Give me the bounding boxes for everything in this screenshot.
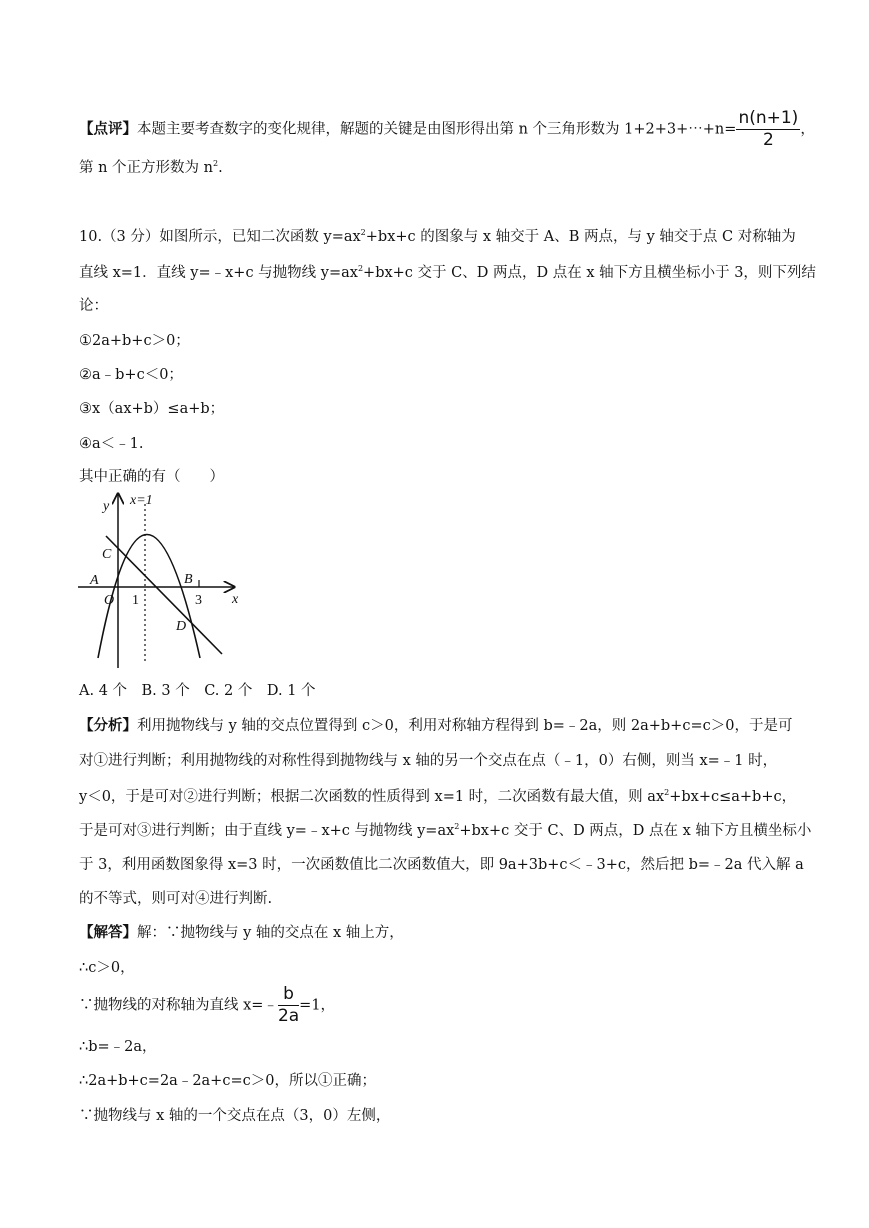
solution-line-2: ∴c＞0， — [79, 960, 135, 976]
tick-3-label: 3 — [195, 593, 202, 608]
solution-line-5: ∴2a+b+c=2a﹣2a+c=c＞0，所以①正确； — [79, 1073, 376, 1089]
analysis-line-1-text: 利用抛物线与 y 轴的交点位置得到 c＞0，利用对称轴方程得到 b=﹣2a，则 2a+b+c=c＞0，于是可 — [137, 718, 793, 734]
point-D-label: D — [176, 619, 187, 634]
statement-4: ④a＜﹣1. — [79, 436, 144, 452]
question-line-1-b: +bx+c 的图象与 x 轴交于 A、B 两点，与 y 轴交于点 C 对称轴为 — [365, 229, 796, 245]
review-fraction-numerator: n(n+1) — [738, 108, 799, 128]
analysis-tag: 【分析】 — [79, 717, 137, 734]
solution-tag: 【解答】 — [79, 924, 137, 941]
solution-line-1-text: 解：∵抛物线与 y 轴的交点在 x 轴上方， — [137, 925, 404, 941]
analysis-line-4-b: +bx+c 交于 C、D 两点，D 点在 x 轴下方且横坐标小 — [459, 823, 812, 839]
review-text: 本题主要考查数字的变化规律，解题的关键是由图形得出第 n 个三角形数为 1+2+3+⋯+n= — [137, 121, 737, 138]
y-axis-label: y — [103, 499, 110, 514]
question-line-3: 论： — [79, 298, 108, 314]
analysis-line-4 — [79, 823, 811, 839]
x-axis-label: x — [232, 592, 239, 607]
solution-line-3 — [79, 986, 335, 1025]
statement-1: ①2a+b+c＞0； — [79, 333, 190, 349]
review-line-2-end: . — [218, 160, 223, 176]
question-line-2-a: 直线 x=1．直线 y=﹣x+c 与抛物线 y=ax — [79, 265, 358, 281]
review-fraction — [736, 110, 800, 149]
solution-fraction-denominator: 2a — [277, 1006, 300, 1026]
solution-line-6: ∵抛物线与 x 轴的一个交点在点（3，0）左侧， — [79, 1108, 391, 1124]
point-A-label: A — [90, 573, 99, 588]
symmetry-axis-label: x=1 — [130, 493, 153, 508]
question-line-2 — [79, 265, 816, 281]
line-graph — [106, 536, 222, 654]
analysis-line-3-b: +bx+c≤a+b+c， — [669, 789, 797, 805]
statement-3: ③x（ax+b）≤a+b； — [79, 401, 225, 417]
solution-line-1 — [79, 926, 404, 941]
solution-fraction-numerator: b — [278, 986, 299, 1006]
question-line-2-sup: 2 — [357, 264, 364, 273]
question-line-1-sup: 2 — [360, 228, 366, 237]
review-line-2-sup: 2 — [213, 159, 219, 168]
solution-fraction — [278, 986, 299, 1025]
parabola-figure — [76, 490, 246, 670]
point-C-label: C — [102, 547, 112, 562]
question-prompt: 其中正确的有（ ） — [79, 469, 224, 485]
question-line-1-a: 10.（3 分）如图所示，已知二次函数 y=ax — [79, 229, 361, 245]
origin-label: O — [104, 593, 115, 608]
analysis-line-1 — [79, 719, 792, 734]
solution-line-3-post: =1， — [299, 997, 336, 1014]
analysis-line-4-sup: 2 — [454, 822, 460, 831]
analysis-line-6: 的不等式，则可对④进行判断. — [79, 891, 273, 907]
review-tail: ， — [800, 121, 815, 138]
statement-2: ②a﹣b+c＜0； — [79, 367, 183, 383]
answer-choices: A. 4 个 B. 3 个 C. 2 个 D. 1 个 — [79, 683, 316, 699]
solution-line-4: ∴b=﹣2a， — [79, 1039, 157, 1055]
review-line-2-text: 第 n 个正方形数为 n — [79, 160, 214, 176]
tick-1-label: 1 — [132, 593, 139, 608]
question-line-1 — [79, 229, 796, 245]
analysis-line-2: 对①进行判断；利用抛物线的对称性得到抛物线与 x 轴的另一个交点在点（﹣1，0）右侧，则当 x=﹣1 时， — [79, 753, 778, 769]
point-B-label: B — [184, 572, 193, 587]
analysis-line-4-a: 于是可对③进行判断；由于直线 y=﹣x+c 与抛物线 y=ax — [79, 823, 455, 839]
review-fraction-denominator: 2 — [762, 130, 774, 150]
review-line-1 — [79, 110, 815, 149]
analysis-line-3-sup: 2 — [664, 788, 670, 797]
question-line-2-b: +bx+c 交于 C、D 两点，D 点在 x 轴下方且横坐标小于 3，则下列结 — [363, 265, 816, 281]
review-tag: 【点评】 — [79, 120, 137, 138]
solution-line-3-pre: ∵抛物线的对称轴为直线 x=﹣ — [79, 997, 278, 1014]
review-line-2 — [79, 160, 223, 176]
analysis-line-3 — [79, 789, 796, 805]
analysis-line-3-a: y＜0，于是可对②进行判断；根据二次函数的性质得到 x=1 时，二次函数有最大值，则 ax — [79, 789, 665, 805]
analysis-line-5: 于 3，利用函数图象得 x=3 时，一次函数值比二次函数值大，即 9a+3b+c＜﹣3+c，然后把 b=﹣2a 代入解 a — [79, 857, 804, 873]
